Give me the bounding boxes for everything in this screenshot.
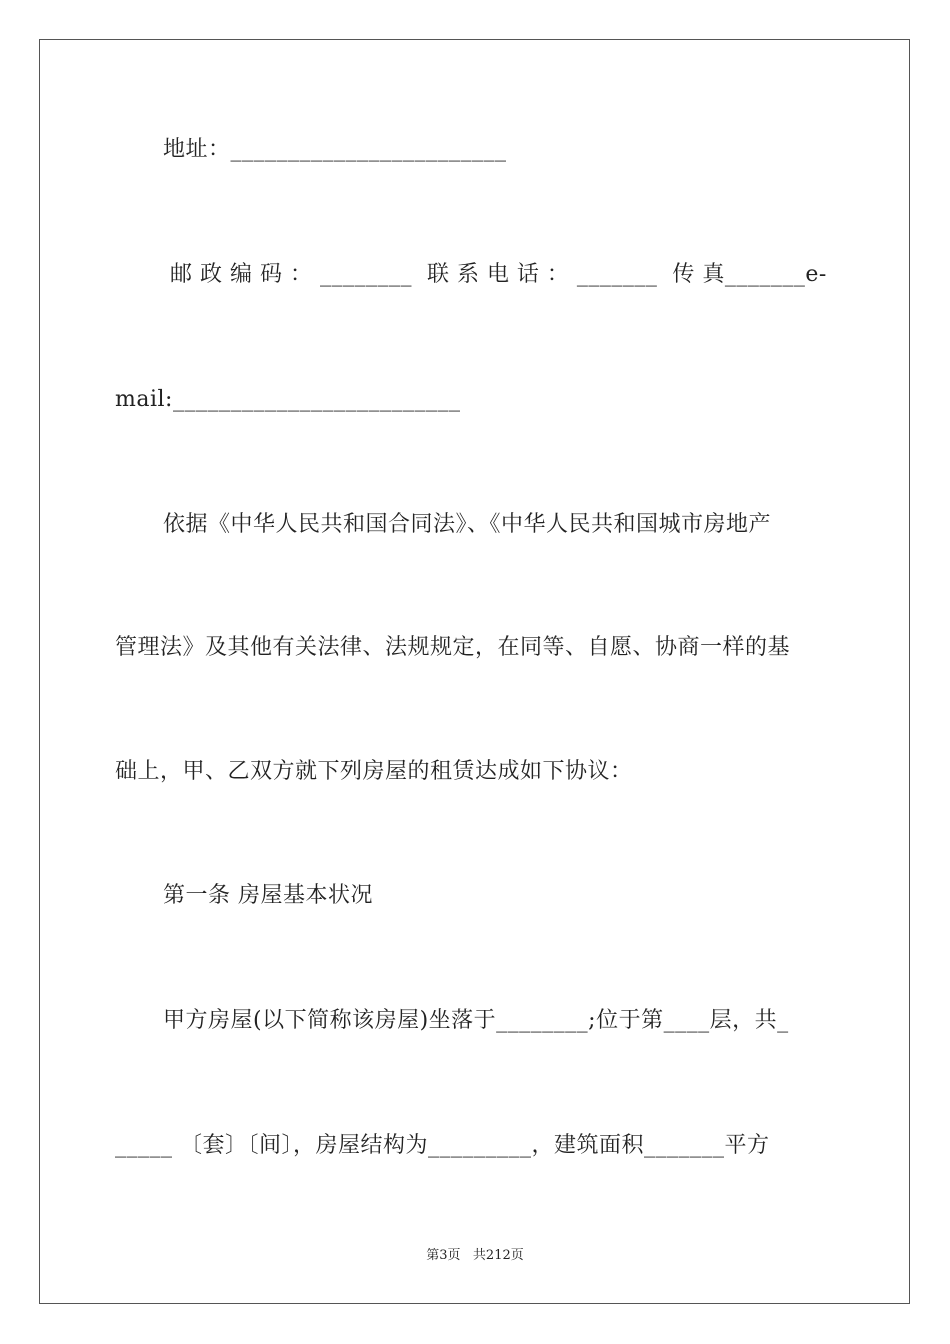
page-total: 共212页 xyxy=(472,1248,524,1263)
property-info-line-2: _____ 〔套〕〔间〕，房屋结构为_________，建筑面积_______平方 xyxy=(115,1133,770,1158)
page-border xyxy=(39,39,910,1304)
paragraph-legal-basis-line-3: 础上，甲、乙双方就下列房屋的租赁达成如下协议： xyxy=(115,759,633,784)
contact-line: 邮 政 编 码 ： ________ 联 系 电 话 ： _______ 传 真_______e- xyxy=(170,262,827,287)
article-one-heading: 第一条 房屋基本状况 xyxy=(163,883,373,908)
paragraph-legal-basis-line-2: 管理法》及其他有关法律、法规规定，在同等、自愿、协商一样的基 xyxy=(115,635,791,660)
email-line: mail:_________________________ xyxy=(115,387,461,412)
page-footer xyxy=(0,1247,950,1265)
address-line: 地址：________________________ xyxy=(163,137,507,162)
page-number: 第3页 xyxy=(426,1248,461,1263)
property-info-line-1: 甲方房屋(以下简称该房屋)坐落于________;位于第____层，共_ xyxy=(163,1008,789,1033)
paragraph-legal-basis-line-1: 依据《中华人民共和国合同法》、《中华人民共和国城市房地产 xyxy=(163,512,772,537)
